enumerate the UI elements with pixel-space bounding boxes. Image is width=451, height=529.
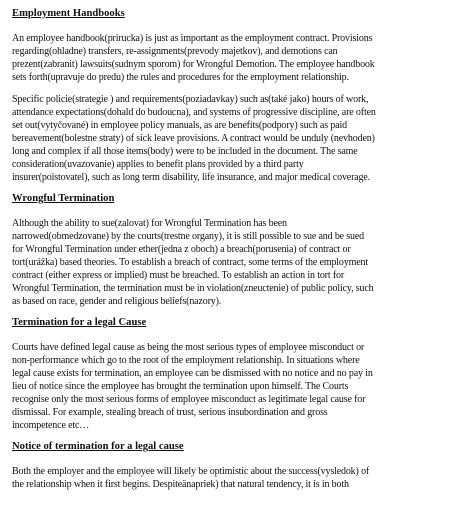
text-line: bereavement(bolestne straty) of sick leave provisions. A contract would be unduly (nevhoden)	[12, 133, 375, 144]
text-line: lieu of notice since the employee has brought the termination upon himself. The Courts	[12, 381, 349, 392]
text-line: long and complex if all those items(body) were to be included in the document. The same	[12, 146, 358, 157]
text-line: attendance expectations(dohald do budoucna), and systems of progressive discipline, are often	[12, 107, 376, 118]
text-line: insurer(poistovatel), such as long term disability, life insurance, and major medical coverage.	[12, 172, 371, 183]
text-line: set out(vytyčované) in employee policy manuals, as are benefits(podpory) such as paid	[12, 120, 347, 131]
section-heading: Wrongful Termination	[12, 193, 115, 204]
section-heading: Employment Handbooks	[12, 8, 125, 19]
text-line: recognise only the most serious forms of employee misconduct as legitimate legal cause for	[12, 394, 366, 405]
section-heading: Termination for a legal Cause	[12, 317, 147, 328]
text-line: An employee handbook(prirucka) is just as important as the employment contract. Provisions	[12, 33, 373, 44]
paragraph	[12, 341, 440, 432]
text-line: sets forth(upravuje do predu) the rules and procedures for the employment relationship.	[12, 72, 349, 83]
text-line: as based on race, gender and religious beliefs(nazory).	[12, 296, 222, 307]
text-line: the relationship when it first begins. Despiteänapriek) that natural tendency, it is in both	[12, 479, 349, 490]
text-line: incompetence etc…	[12, 420, 90, 431]
text-line: narrowed(obmedzovane) by the courts(trestne organy), it is still possible to sue and be sued	[12, 231, 365, 242]
text-line: for Wrongful Termination under ether(jedna z oboch) a breach(porusenia) of contract or	[12, 244, 351, 255]
document-page	[12, 2, 440, 500]
text-line: tort(urážka) based theories. To establish a breach of contract, some terms of the employment	[12, 257, 369, 268]
text-line: Courts have defined legal cause as being the most serious types of employee misconduct or	[12, 342, 365, 353]
paragraph	[12, 93, 440, 184]
text-line: dismissal. For example, stealing breach of trust, serious insubordination and gross	[12, 407, 328, 418]
text-line: prezent(zabranit) lawsuits(sudnym sporom) for Wrongful Demotion. The employee handbook	[12, 59, 375, 70]
section-employment-handbooks	[12, 8, 440, 184]
text-line: consideration(uvazovanie) applies to benefit plans provided by a third party	[12, 159, 304, 170]
section-heading: Notice of termination for a legal cause	[12, 441, 184, 452]
text-line: contract (either express or implied) must be breached. To establish an action in tort for	[12, 270, 345, 281]
paragraph	[12, 465, 440, 491]
text-line: Both the employer and the employee will likely be optimistic about the success(vysledok) of	[12, 466, 370, 477]
text-line: non-performance which go to the root of the employment relationship. In situations where	[12, 355, 360, 366]
section-notice-termination	[12, 441, 440, 491]
section-wrongful-termination	[12, 193, 440, 308]
text-line: legal cause exists for termination, an employee can be dismissed with no notice and no pay in	[12, 368, 373, 379]
text-line: Wrongful Termination, the termination must be in violation(zneuctenie) of public policy, such	[12, 283, 374, 294]
text-line: Specific policie(strategie ) and requirements(poziadavkay) such as(také jako) hours of work,	[12, 94, 369, 105]
text-line: Although the ability to sue(zalovat) for Wrongful Termination has been	[12, 218, 287, 229]
paragraph	[12, 32, 440, 84]
paragraph	[12, 217, 440, 308]
text-line: regarding(ohladne) transfers, re-assignments(prevody majetkov), and demotions can	[12, 46, 338, 57]
section-termination-legal-cause	[12, 317, 440, 432]
